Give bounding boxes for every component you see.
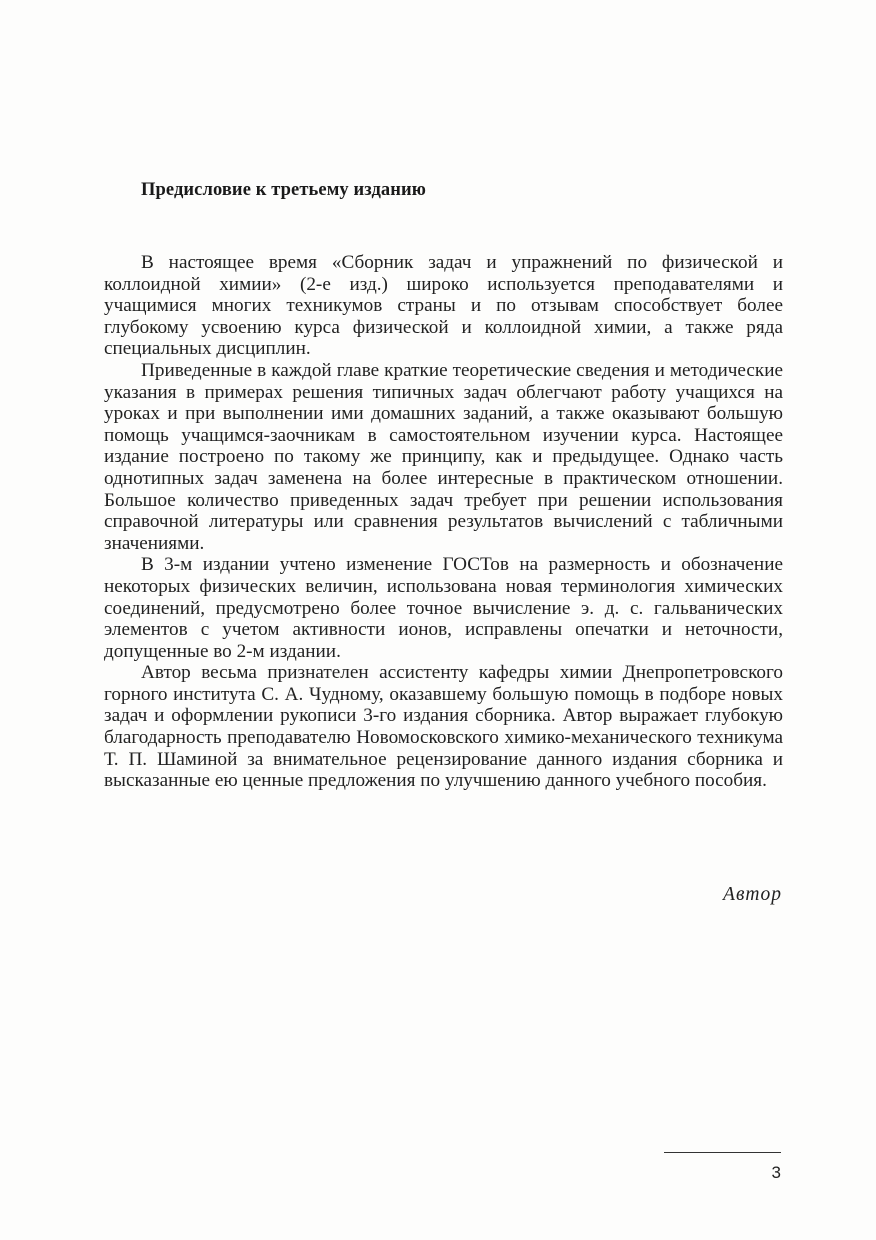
paragraph-3: В 3-м издании учтено изменение ГОСТов на размерность и обозначение некоторых физических величин, использована новая терминология химических соединений, предусмотрено более точное вычисление э. д. с. гальванических элементов с учетом активности ионов, исправлены опечатки и неточности, допущенные во 2-м издании. xyxy=(104,554,783,662)
page-title: Предисловие к третьему изданию xyxy=(141,180,427,200)
paragraph-2: Приведенные в каждой главе краткие теоретические сведения и методические указания в примерах решения типичных задач облегчают работу учащихся на уроках и при выполнении ими домашних заданий, а также оказывают большую помощь учащимся-заочникам в самостоятельном изучении курса. Настоящее издание построено по такому же принципу, как и предыдущее. Однако часть однотипных задач заменена на более интересные в практическом отношении. Большое количество приведенных задач требует при решении использования справочной литературы или сравнения результатов вычислений с табличными значениями. xyxy=(104,359,783,554)
preface-body xyxy=(104,252,783,792)
paragraph-1: В настоящее время «Сборник задач и упражнений по физической и коллоидной химии» (2-е изд.) широко используется преподавателями и учащимися многих техникумов страны и по отзывам способствует более глубокому усвоению курса физической и коллоидной химии, а также ряда специальных дисциплин. xyxy=(104,252,783,360)
footer-divider xyxy=(664,1152,781,1153)
page-number: 3 xyxy=(771,1163,781,1182)
author-signature: Автор xyxy=(723,884,782,905)
paragraph-4: Автор весьма признателен ассистенту кафедры химии Днепропетровского горного института С. А. Чудному, оказавшему большую помощь в подборе новых задач и оформлении рукописи 3-го издания сборника. Автор выражает глубокую благодарность преподавателю Новомосковского химико-механического техникума Т. П. Шаминой за внимательное рецензирование данного издания сборника и высказанные ею ценные предложения по улучшению данного учебного пособия. xyxy=(104,662,783,792)
